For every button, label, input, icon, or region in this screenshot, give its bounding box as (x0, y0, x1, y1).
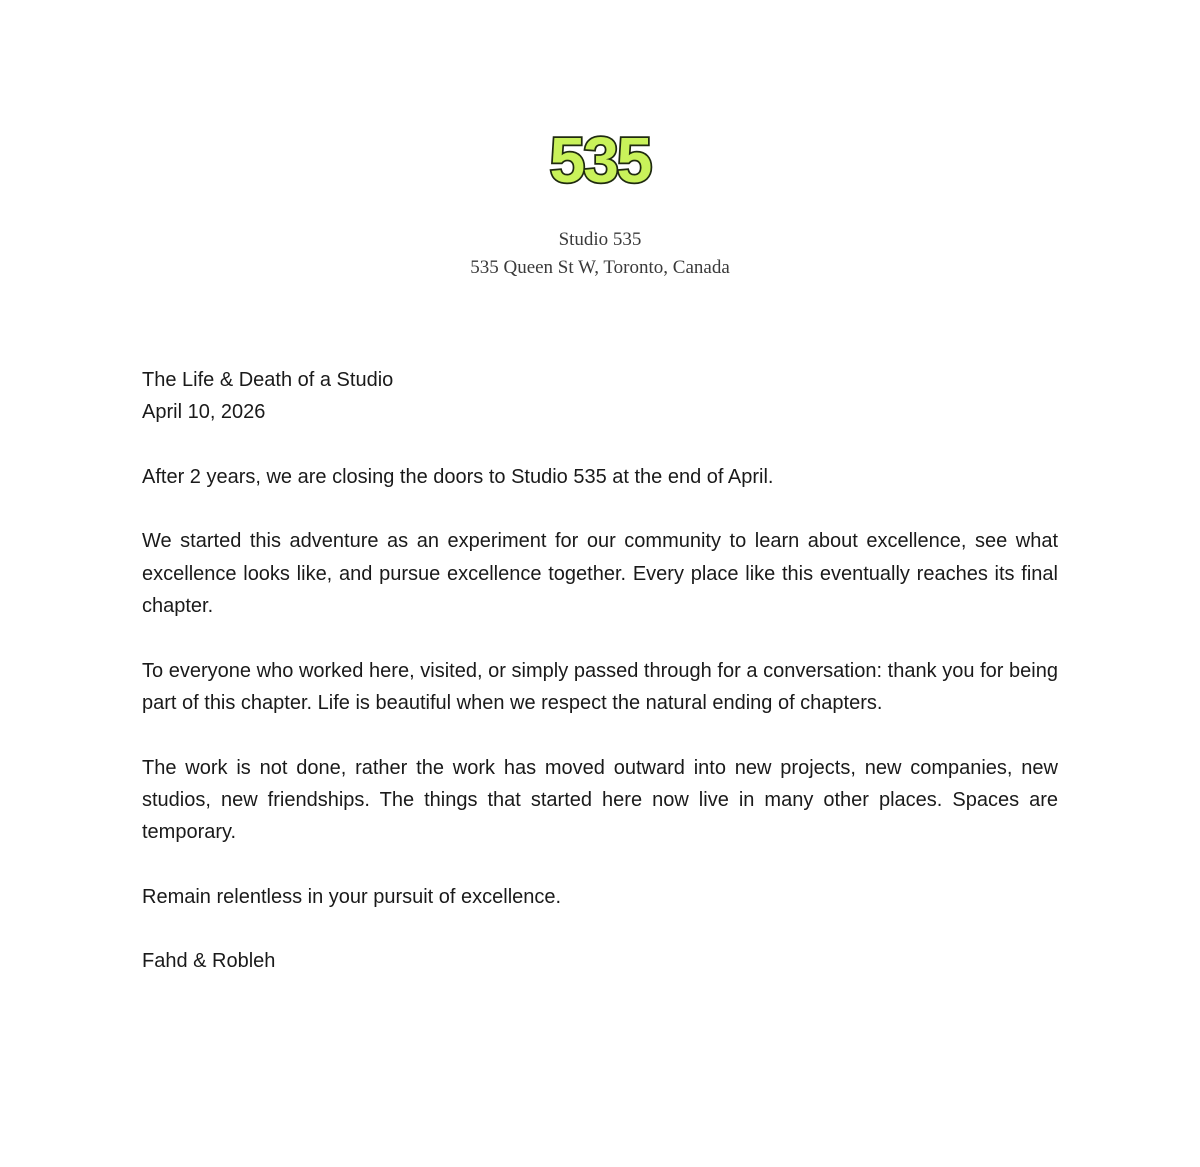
letter-paragraph: Remain relentless in your pursuit of excellence. (142, 885, 562, 908)
letter-date: April 10, 2026 (142, 401, 266, 424)
letter-signature: Fahd & Robleh (142, 950, 276, 973)
studio-address: 535 Queen St W, Toronto, Canada (470, 257, 730, 278)
logo-text: 535 (549, 124, 651, 194)
letter-paragraph: To everyone who worked here, visited, or simply passed through for a conversation: thank you for being part of this chapter. Life is beautiful when we respect the natural ending of chapters. (142, 659, 1058, 714)
logo-535-icon (530, 122, 670, 194)
letter-body (142, 364, 1058, 978)
letter-heading (142, 364, 1058, 429)
letter-paragraph: After 2 years, we are closing the doors to Studio 535 at the end of April. (142, 465, 774, 488)
letter-title: The Life & Death of a Studio (142, 369, 394, 391)
letter-paragraph: The work is not done, rather the work has moved outward into new projects, new companies, new studios, new friendships. The things that started here now live in many other places. Spaces are temporary. (142, 756, 1058, 844)
studio-name: Studio 535 (558, 229, 642, 250)
letter-paragraph: We started this adventure as an experiment for our community to learn about excellence, see what excellence looks like, and pursue excellence together. Every place like this eventually reaches its final chapter. (142, 530, 1058, 618)
studio-address-block (0, 226, 1200, 282)
studio-logo (530, 122, 670, 194)
